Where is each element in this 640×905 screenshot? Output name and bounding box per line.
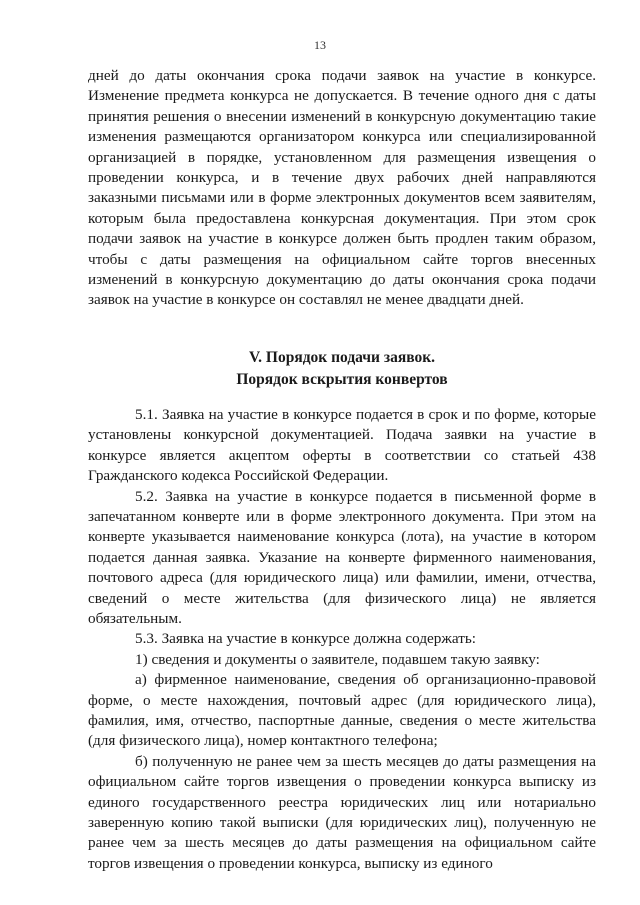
list-item-b: б) полученную не ранее чем за шесть месяцев до даты размещения на официальном сайте торгов извещения о проведении конкурса выписку из единого государственного реестра юридических лиц или нотариально заверенную копию такой выписки (для юридических лиц), полученную не ранее чем за шесть месяцев до даты размещения на официальном сайте торгов извещения о проведении конкурса, выписку из единого	[88, 752, 596, 872]
paragraph-5-1: 5.1. Заявка на участие в конкурсе подается в срок и по форме, которые установлены конкурсной документацией. Подача заявки на участие в конкурсе является акцептом оферты в соответствии со статьей 438 Гражданского кодекса Российской Федерации.	[88, 405, 596, 485]
document-body	[88, 66, 596, 874]
list-item-1: 1) сведения и документы о заявителе, подавшем такую заявку:	[135, 650, 540, 668]
intro-paragraph: дней до даты окончания срока подачи заявок на участие в конкурсе. Изменение предмета конкурса не допускается. В течение одного дня с даты принятия решения о внесении изменений в конкурсную документацию такие изменения размещаются организатором конкурса или специализированной организацией в порядке, установленном для размещения извещения о проведении конкурса, и в течение двух рабочих дней направляются заказными письмами или в форме электронных документов всем заявителям, которым была предоставлена конкурсная документация. При этом срок подачи заявок на участие в конкурсе должен быть продлен таким образом, чтобы с даты размещения на официальном сайте торгов внесенных изменений в конкурсную документацию до даты окончания срока подачи заявок на участие в конкурсе он составлял не менее двадцати дней.	[88, 67, 596, 309]
list-item-a: а) фирменное наименование, сведения об организационно-правовой форме, о месте нахождения, почтовый адрес (для юридического лица), фамилия, имя, отчество, паспортные данные, сведения о месте жительства (для физического лица), номер контактного телефона;	[88, 671, 596, 750]
page-number: 13	[314, 38, 326, 52]
paragraph-5-3: 5.3. Заявка на участие в конкурсе должна содержать:	[135, 630, 477, 648]
paragraph-5-2: 5.2. Заявка на участие в конкурсе подается в письменной форме в запечатанном конверте или в форме электронного документа. При этом на конверте указывается наименование конкурса (лота), на участие в котором подается данная заявка. Указание на конверте фирменного наименования, почтового адреса (для юридического лица) или фамилии, имени, отчества, сведений о месте жительства (для физического лица) не является обязательным.	[88, 487, 596, 627]
section-heading-line-2: Порядок вскрытия конвертов	[236, 370, 448, 388]
section-heading	[88, 347, 596, 391]
section-heading-line-1: V. Порядок подачи заявок.	[248, 348, 436, 366]
